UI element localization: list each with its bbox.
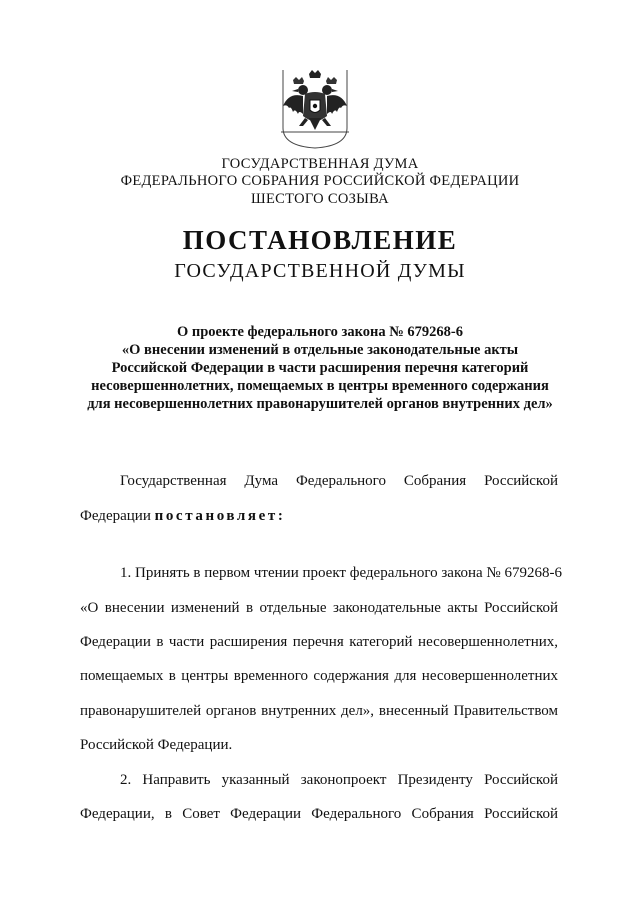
russian-coat-of-arms-icon: [279, 68, 351, 150]
item1-line-6: Российской Федерации.: [80, 737, 233, 753]
preamble-line-2-start: Федерации: [80, 508, 155, 524]
preamble-line-1: Государственная Дума Федерального Собрания Российской: [120, 473, 558, 489]
header-line-2: ФЕДЕРАЛЬНОГО СОБРАНИЯ РОССИЙСКОЙ ФЕДЕРАЦИИ: [120, 173, 520, 189]
header-line-1: ГОСУДАРСТВЕННАЯ ДУМА: [221, 156, 419, 172]
item2-line-1: 2. Направить указанный законопроект Президенту Российской: [120, 772, 558, 788]
item1-line-1: 1. Принять в первом чтении проект федерального закона № 679268-6: [120, 565, 562, 581]
item1-line-5: правонарушителей органов внутренних дел», внесенный Правительством: [80, 703, 558, 719]
subject-line-1: О проекте федерального закона № 679268-6: [176, 324, 464, 340]
item2-line-2: Федерации, в Совет Федерации Федерального Собрания Российской: [80, 806, 558, 822]
preamble-line-2: [80, 506, 558, 526]
document-title: ПОСТАНОВЛЕНИЕ: [182, 225, 458, 255]
subject-line-3: Российской Федерации в части расширения перечня категорий: [111, 360, 529, 376]
subject-line-4: несовершеннолетних, помещаемых в центры временного содержания: [91, 378, 549, 394]
item1-line-2: «О внесении изменений в отдельные законодательные акты Российской: [80, 600, 558, 616]
item1-line-4: помещаемых в центры временного содержания для несовершеннолетних: [80, 668, 558, 684]
preamble-resolves: постановляет:: [154, 508, 286, 524]
item1-line-3: Федерации в части расширения перечня категорий несовершеннолетних,: [80, 634, 558, 650]
header-line-3: ШЕСТОГО СОЗЫВА: [251, 191, 389, 207]
document-subtitle: ГОСУДАРСТВЕННОЙ ДУМЫ: [174, 260, 466, 282]
subject-line-5: для несовершеннолетних правонарушителей органов внутренних дел»: [87, 396, 553, 412]
subject-line-2: «О внесении изменений в отдельные законодательные акты: [121, 342, 519, 358]
